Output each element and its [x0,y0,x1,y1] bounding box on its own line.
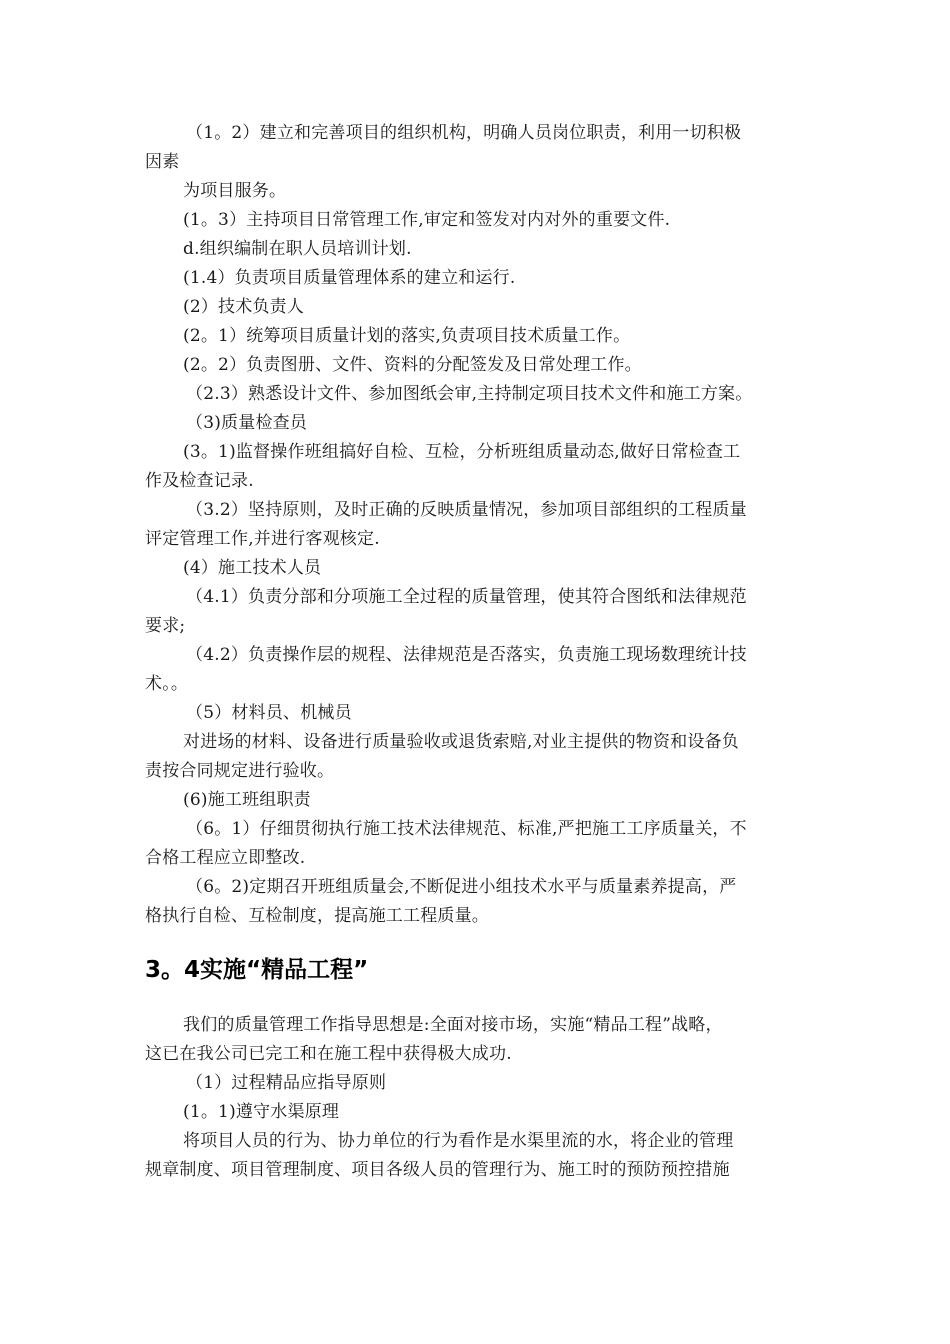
paragraph-line: 将项目人员的行为、协力单位的行为看作是水渠里流的水，将企业的管理 [183,1131,734,1151]
paragraph-line: 责按合同规定进行验收。 [145,761,335,781]
paragraph-line: 作及检查记录. [145,471,254,491]
paragraph-line: （3.2）坚持原则，及时正确的反映质量情况，参加项目部组织的工程质量 [186,500,747,520]
paragraph-line: 格执行自检、互检制度，提高施工工程质量。 [145,906,489,926]
section-heading: 3。4实施“精品工程” [145,957,369,983]
paragraph-line: （4.1）负责分部和分项施工全过程的质量管理，使其符合图纸和法律规范 [186,587,747,607]
paragraph-line: 对进场的材料、设备进行质量验收或退货索赔,对业主提供的物资和设备负 [183,732,740,752]
paragraph-line: 合格工程应立即整改. [145,848,306,868]
paragraph-line: (1。3）主持项目日常管理工作,审定和签发对内对外的重要文件. [183,210,671,230]
paragraph-line: （2.3）熟悉设计文件、参加图纸会审,主持制定项目技术文件和施工方案。 [186,384,753,404]
paragraph-line: （3)质量检查员 [186,413,308,433]
paragraph-line: (2。2）负责图册、文件、资料的分配签发及日常处理工作。 [183,355,642,375]
paragraph-line: 评定管理工作,并进行客观核定. [145,529,380,549]
paragraph-line: 规章制度、项目管理制度、项目各级人员的管理行为、施工时的预防预控措施 [145,1160,730,1180]
paragraph-line: d.组织编制在职人员培训计划. [183,239,412,259]
paragraph-line: (2）技术负责人 [183,297,305,317]
paragraph-line: （1。2）建立和完善项目的组织机构，明确人员岗位职责，利用一切积极 [186,123,742,143]
paragraph-line: 因素 [145,152,180,172]
paragraph-line: （6。2)定期召开班组质量会,不断促进小组技术水平与质量素养提高，严 [186,877,737,897]
paragraph-line: 为项目服务。 [183,181,287,201]
paragraph-line: 要求; [145,616,186,636]
paragraph-line: (6)施工班组职责 [183,790,311,810]
paragraph-line: (1.4）负责项目质量管理体系的建立和运行. [183,268,516,288]
paragraph-line: （1）过程精品应指导原则 [186,1073,387,1093]
paragraph-line: （6。1）仔细贯彻执行施工技术法律规范、标准,严把施工工序质量关，不 [186,819,747,839]
paragraph-line: （4.2）负责操作层的规程、法律规范是否落实，负责施工现场数理统计技 [186,645,747,665]
paragraph-line: (1。1)遵守水渠原理 [183,1102,340,1122]
paragraph-line: (3。1)监督操作班组搞好自检、互检，分析班组质量动态,做好日常检查工 [183,442,741,462]
paragraph-line: (2。1）统筹项目质量计划的落实,负责项目技术质量工作。 [183,326,631,346]
paragraph-line: 这已在我公司已完工和在施工程中获得极大成功. [145,1044,512,1064]
paragraph-line: 术。。 [145,674,189,694]
paragraph-line: 我们的质量管理工作指导思想是:全面对接市场，实施“精品工程”战略， [183,1015,723,1035]
paragraph-line: （5）材料员、机械员 [186,703,352,723]
paragraph-line: (4）施工技术人员 [183,558,322,578]
